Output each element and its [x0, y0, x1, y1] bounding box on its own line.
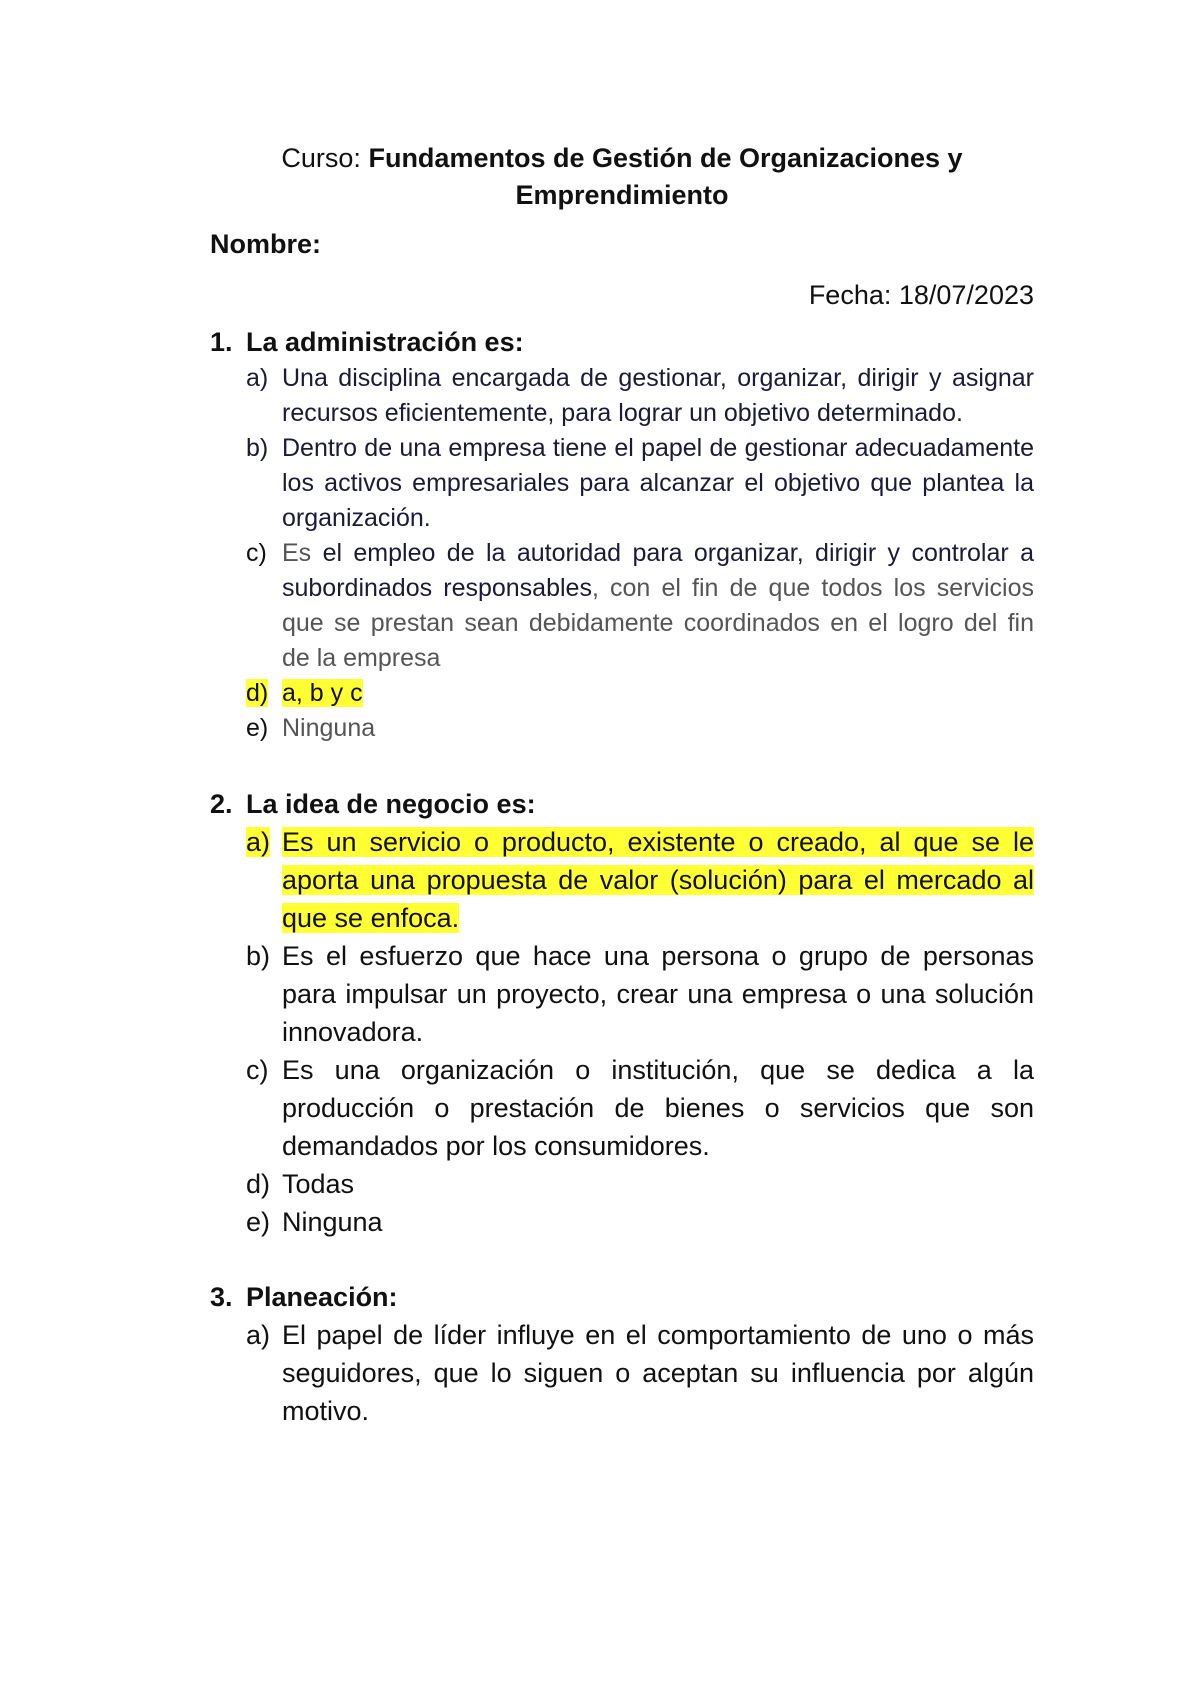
- question-number: 2.: [210, 789, 233, 819]
- course-label: Curso:: [281, 143, 361, 173]
- option-a: [246, 1316, 1034, 1430]
- course-title: [210, 140, 1034, 214]
- question-title: Planeación:: [246, 1282, 398, 1312]
- question-heading: [210, 324, 1034, 361]
- question-3: [210, 1279, 1034, 1430]
- option-text: El papel de líder influye en el comportamiento de uno o más seguidores, que lo siguen o aceptan su influencia por algún motivo.: [282, 1320, 1034, 1426]
- option-letter: e): [246, 1207, 271, 1237]
- option-text-post: , con el fin de que todos los servicios que se prestan sean debidamente coordinados en el logro del fin de la empresa: [282, 574, 1034, 672]
- option-a: [246, 823, 1034, 937]
- option-text-highlighted: Es un servicio o producto, existente o creado, al que se le aporta una propuesta de valor (solución) para el mercado al que se enfoca.: [282, 827, 1034, 933]
- option-text-highlighted: a, b y c: [282, 679, 363, 707]
- option-letter: a): [246, 364, 269, 392]
- option-text: Ninguna: [282, 1207, 383, 1237]
- option-text-mid: el empleo de la autoridad para organizar, dirigir y controlar a subordinados responsables: [282, 539, 1034, 602]
- option-letter: a): [246, 827, 271, 857]
- option-letter: d): [246, 679, 269, 707]
- question-number: 3.: [210, 1282, 233, 1312]
- option-d: [246, 676, 1034, 711]
- option-letter: b): [246, 941, 271, 971]
- question-1: [210, 324, 1034, 746]
- option-a: [246, 361, 1034, 431]
- option-c: [246, 1051, 1034, 1165]
- question-heading: [210, 1279, 1034, 1316]
- option-text: [282, 536, 1034, 676]
- option-letter: d): [246, 1169, 271, 1199]
- option-text: Es una organización o institución, que se dedica a la producción o prestación de bienes o servicios que son demandados por los consumidores.: [282, 1055, 1034, 1161]
- option-letter: a): [246, 1320, 271, 1350]
- option-letter: e): [246, 714, 269, 742]
- option-c: [246, 536, 1034, 676]
- question-number: 1.: [210, 327, 233, 357]
- option-b: [246, 431, 1034, 536]
- fecha-text: Fecha: 18/07/2023: [808, 280, 1034, 310]
- option-text: Todas: [282, 1169, 355, 1199]
- option-e: [246, 1203, 1034, 1241]
- option-list: [246, 1316, 1034, 1430]
- option-e: [246, 711, 1034, 746]
- course-name-line2: Emprendimiento: [515, 180, 729, 210]
- option-text-pre: Es: [282, 539, 323, 567]
- option-list: [246, 361, 1034, 746]
- course-name-line1: Fundamentos de Gestión de Organizaciones y: [368, 143, 963, 173]
- option-list: [246, 823, 1034, 1241]
- question-title: La idea de negocio es:: [246, 789, 536, 819]
- question-heading: [210, 786, 1034, 823]
- question-2: [210, 786, 1034, 1241]
- question-title: La administración es:: [246, 327, 524, 357]
- document-content: [210, 140, 1034, 1430]
- option-b: [246, 937, 1034, 1051]
- option-text: Una disciplina encargada de gestionar, organizar, dirigir y asignar recursos eficientemente, para lograr un objetivo determinado.: [282, 364, 1034, 427]
- option-letter: c): [246, 539, 267, 567]
- option-letter: b): [246, 434, 269, 462]
- option-d: [246, 1165, 1034, 1203]
- option-text: Es el esfuerzo que hace una persona o grupo de personas para impulsar un proyecto, crear una empresa o una solución innovadora.: [282, 941, 1034, 1047]
- option-letter: c): [246, 1055, 269, 1085]
- option-text: Dentro de una empresa tiene el papel de gestionar adecuadamente los activos empresariales para alcanzar el objetivo que plantea la organización.: [282, 434, 1034, 532]
- nombre-label: Nombre:: [210, 229, 322, 259]
- option-text: Ninguna: [282, 714, 376, 742]
